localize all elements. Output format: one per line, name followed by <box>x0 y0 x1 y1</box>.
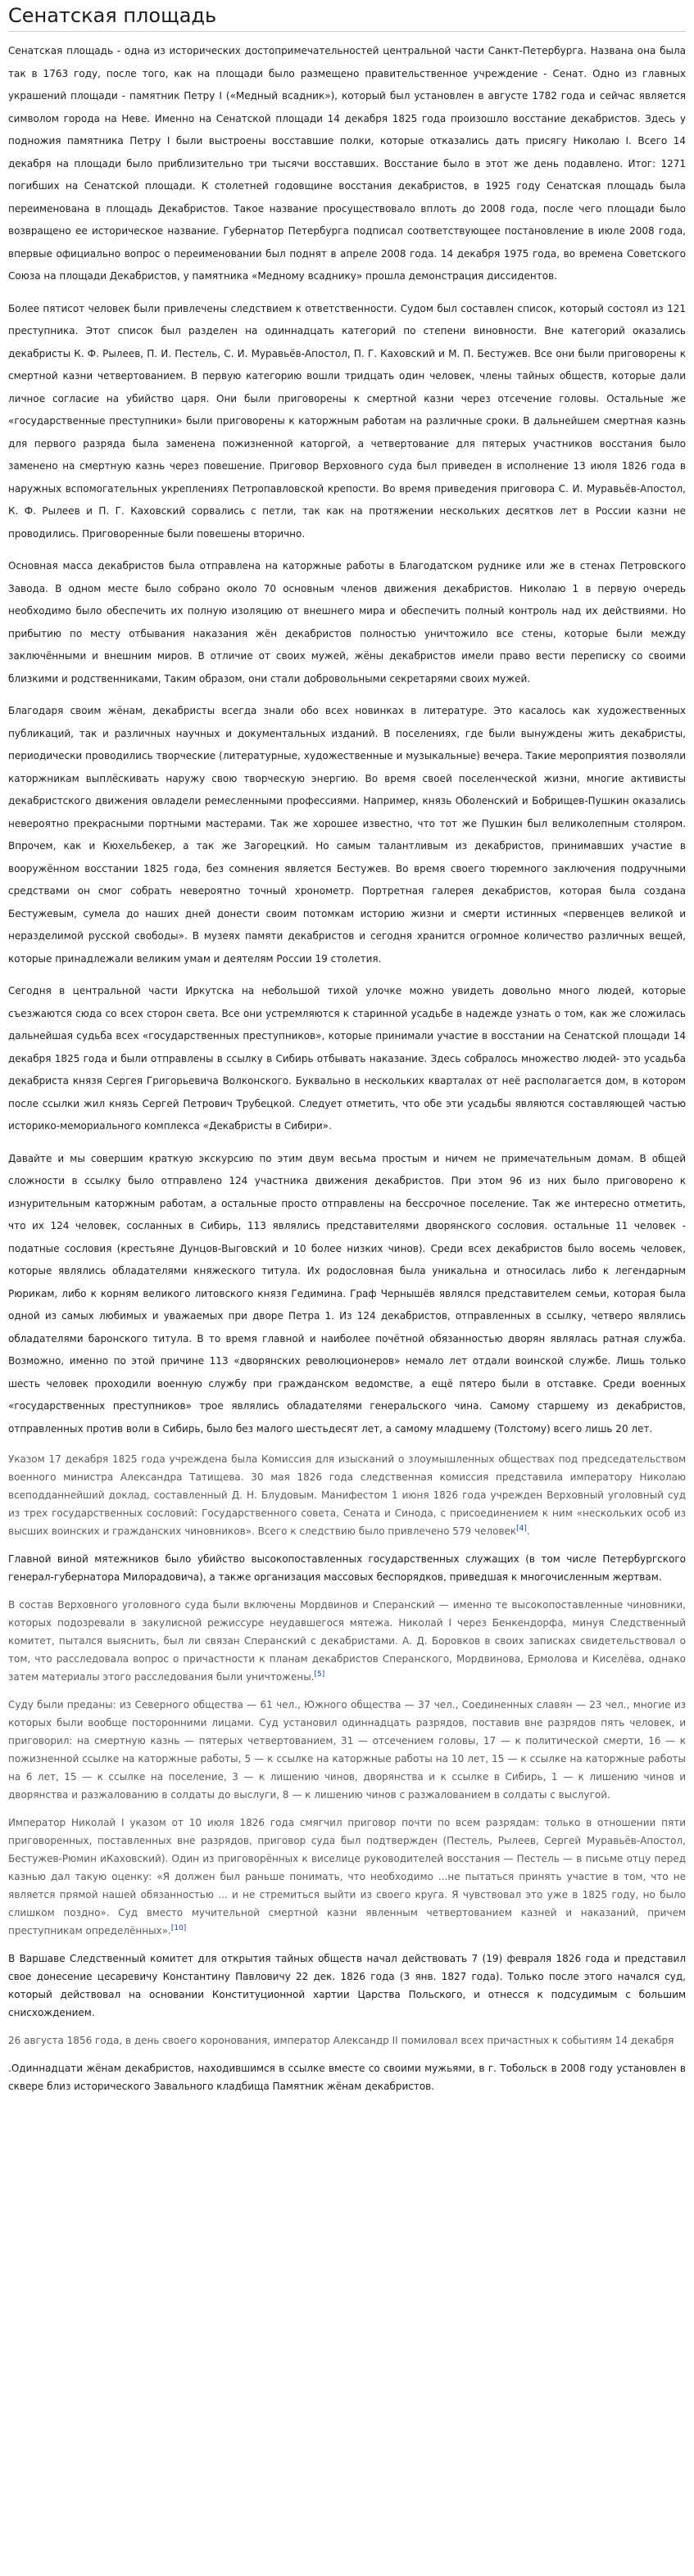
paragraph-commission-text: Указом 17 декабря 1825 года учреждена была Комиссия для изысканий о злоумышленных обществах под председательством военного министра Александра Татищева. 30 мая 1826 года следственная комиссия представила императору Николаю всеподданнейший доклад, составленный Д. Н. Блудовым. Манифестом 1 июня 1826 года учрежден Верховный уголовный суд из трех государственных сословий: Государственного совета, Сената и Синода, с присоединением к ним «нескольких особ из высших воинских и гражданских чиновников». Всего к следствию было привлечено 579 человек <box>8 1453 686 1537</box>
page-title: Сенатская площадь <box>8 3 686 32</box>
paragraph-wives: Благодаря своим жёнам, декабристы всегда знали обо всех новинках в литературе. Это касалось как художественных публикаций, так и различных научных и документальных изданий. В поселениях, где были вынуждены жить декабристы, периодически проводились творческие (литературные, художественные и музыкальные) вечера. Такие мероприятия позволяли каторжникам выплёскивать наружу свою творческую энергию. Во время своей поселенческой жизни, многие активисты декабристского движения овладели ремесленными профессиями. Например, князь Оболенский и Бобрищев-Пушкин оказались невероятно прекрасными портными мастерами. Так же хорошее известно, что тот же Пушкин был великолепным столяром. Впрочем, как и Кюхельбекер, а так же Загорецкий. Но самым талантливым из декабристов, принимавших участие в вооружённом восстании 1825 года, без сомнения является Бестужев. Во время своего тюремного заключения подручными средствами он смог собрать невероятно точный хронометр. Портретная галерея декабристов, которая была создана Бестужевым, сумела до наших дней донести своим потомкам историю жизни и смерти истинных «первенцев великой и неразделимой русской свободы». В музеях памяти декабристов и сегодня хранится огромное количество различных вещей, которые принадлежали великим умам и деятелям России 19 столетия. <box>8 705 686 965</box>
paragraph-sentence: Более пятисот человек были привлечены следствием к ответственности. Судом был составлен список, который состоял из 121 преступника. Этот список был разделен на одиннадцать категорий по степени виновности. Вне категорий оказались декабристы К. Ф. Рылеев, П. И. Пестель, С. И. Муравьёв-Апостол, П. Г. Каховский и М. П. Бестужев. Все они были приговорены к смертной казни четвертованием. В первую категорию вошли тридцать один человек, члены тайных обществ, которые дали личное согласие на убийство царя. Они были приговорены к смертной казни через отсечение головы. Остальные же «государственные преступники» были приговорены к каторжным работам на различные сроки. В дальнейшем смертная казнь для первого разряда была заменена пожизненной каторгой, а четвертование для пятерых участников восстания было заменено на смертную казнь через повешение. Приговор Верховного суда был приведен в исполнение 13 июля 1826 года в наружных вспомогательных укреплениях Петропавловской крепости. Во время приведения приговора С. И. Муравьёв-Апостол, К. Ф. Рылеев и П. Г. Каховский сорвались с петли, так как на протяжении нескольких десятков лет в России казни не проводились. Приговоренные были повешены вторично. <box>8 302 686 540</box>
footnote-ref[interactable]: [4] <box>516 1525 527 1533</box>
paragraph-katorga: Основная масса декабристов была отправлена на каторжные работы в Благодатском руднике или же в стенах Петровского Завода. В одном месте было собрано около 70 основным членов движения декабристов. Николаю 1 в первую очередь необходимо было обеспечить их полную изоляцию от внешнего мира и обеспечить полный контроль над их действиями. Но прибытию по месту отбывания наказания жён декабристов полностью уничтожило все стены, которые были между заключёнными и внешним миров. В отличие от своих мужей, жёны декабристов имели право вести переписку со своими близкими и родственниками, Таким образом, они стали добровольными секретарями своих мужей. <box>8 560 686 685</box>
paragraph-pardon: 26 августа 1856 года, в день своего коронования, император Александр II помиловал всех причастных к событиям 14 декабря <box>8 2035 674 2046</box>
paragraph-irkutsk: Сегодня в центральной части Иркутска на небольшой тихой улочке можно увидеть довольно много людей, которые съезжаются сюда со всех сторон света. Все они устремляются к старинной усадьбе в надежде узнать о том, как же сложилась дальнейшая судьба всех «государственных преступников», которые принимали участие в восстании на Сенатской площади 14 декабря 1825 года и были отправлены в ссылку в Сибирь отбывать наказание. Здесь собралось множество людей- это усадьба декабриста князя Сергея Григорьевича Волконского. Буквально в нескольких кварталах от неё располагается дом, в котором после ссылки жил князь Сергей Петрович Трубецкой. Следует отметить, что обе эти усадьбы являются составляющей частью историко-мемориального комплекса «Декабристы в Сибири». <box>8 985 686 1132</box>
paragraph-commission: Указом 17 декабря 1825 года учреждена была Комиссия для изысканий о злоумышленных обществах под председательством военного министра Александра Татищева. 30 мая 1826 года следственная комиссия представила императору Николаю всеподданнейший доклад, составленный Д. Н. Блудовым. Манифестом 1 июня 1826 года учрежден Верховный уголовный суд из трех государственных сословий: Государственного совета, Сената и Синода, с присоединением к ним «нескольких особ из высших воинских и гражданских чиновников». Всего к следствию было привлечено 579 человек[4]. <box>8 1453 686 1537</box>
paragraph-guilt: Главной виной мятежников было убийство высокопоставленных государственных служащих (в том числе Петербургского генерал-губернатора Милорадовича), а также организация массовых беспорядков, приведшая к многочисленным жертвам. <box>8 1553 686 1583</box>
paragraph-emperor-text: Император Николай I указом от 10 июля 1826 года смягчил приговор почти по всем разрядам: только в отношении пяти приговоренных, поставленных вне разрядов, приговор суда был подтвержден (Пестель, Рылеев, Сергей Муравьёв-Апостол, Бестужев-Рюмин иКаховский). Один из приговорённых к виселице руководителей восстания — Пестель — в письме отцу перед казнью дал такую оценку: «Я должен был раньше понимать, что необходимо ...не пытаться принять участие в том, что не является прямой нашей обязанностью ... и не стремиться выйти из своего круга. Я чувствовал это уже в 1825 году, но было слишком поздно». Суд вместо мучительной смертной казни явленным четвертованием казней и наказаний, причем преступникам определённых». <box>8 1817 686 1937</box>
paragraph-court <box>8 1596 686 1686</box>
paragraph-emperor <box>8 1814 686 1940</box>
paragraph-exile: Давайте и мы совершим краткую экскурсию по этим двум весьма простым и ничем не примечательным домам. В общей сложности в ссылку было отправлено 124 участника движения декабристов. При этом 96 из них было приговорено к изнурительным каторжным работам, а остальные просто отправлены на бессрочное поселение. Так же интересно отметить, что их 124 человек, сосланных в Сибирь, 113 являлись представителями дворянского сословия. остальные 11 человек - податные сословия (крестьяне Дунцов-Выговский и 10 более низких чинов). Среди всех декабристов было восемь человек, которые являлись обладателями княжеского титула. Их родословная была уникальна и относилась либо к легендарным Рюрикам, либо к корням великого литовского князя Гедимина. Граф Чернышёв являлся представителем семьи, которая была одной из самых любимых и уважаемых при дворе Петра 1. Из 124 декабристов, отправленных в ссылку, четверо являлись обладателями баронского титула. В то время главной и наиболее почётной обязанностью дворян являлась ратная служба. Возможно, именно по этой причине 113 «дворянских революционеров» немало лет отдали воинской службе. Лишь только шесть человек проходили военную службу при гражданском ведомстве, а ещё пятеро были в отставке. Среди военных «государственных преступников» трое являлись обладателями генеральского чина. Самому старшему из декабристов, отправленных против воли в Сибирь, было без малого шестьдесят лет, а самому младшему (Толстому) всего лишь 20 лет. <box>8 1152 686 1435</box>
paragraph-monument: .Одиннадцати жёнам декабристов, находившимся в ссылке вместе со своими мужьями, в г. Тобольск в 2008 году установлен в сквере близ исторического Завального кладбища Памятник жёнам декабристов. <box>8 2063 686 2092</box>
paragraph-intro: Сенатская площадь - одна из исторических достопримечательностей центральной части Санкт-Петербурга. Названа она была так в 1763 году, после того, как на площади было размещено правительственное учреждение - Сенат. Одно из главных украшений площади - памятник Петру I («Медный всадник»), который был установлен в августе 1782 года и сейчас является символом города на Неве. Именно на Сенатской площади 14 декабря 1825 года произошло восстание декабристов. Здесь у подножия памятника Петру I были выстроены восставшие полки, которые отказались дать присягу Николаю I. Всего 14 декабря на площади было приблизительно три тысячи восставших. Восстание было в этот же день подавлено. Итог: 1271 погибших на Сенатской площади. К столетней годовщине восстания декабристов, в 1925 году Сенатская площадь была переименована в площадь Декабристов. Такое название просуществовало вплоть до 2008 года, после чего площади было возвращено ее историческое название. Губернатор Петербурга подписал соответствующее постановление в июле 2008 года, впервые официально вопрос о переименовании был поднят в апреле 2008 года. 14 декабря 1975 года, во времена Советского Союза на площади Декабристов, у памятника «Медному всаднику» прошла демонстрация диссидентов. <box>8 45 686 282</box>
paragraph-verdict: Суду были преданы: из Северного общества — 61 чел., Южного общества — 37 чел., Соединенных славян — 23 чел., многие из которых были вообще посторонними лицами. Суд установил одиннадцать разрядов, поставив вне разрядов пять человек, и приговорил: на смертную казнь — пятерых четвертованием, 31 — отсечением головы, 17 — к политической смерти, 16 — к пожизненной ссылке на каторжные работы, 5 — к ссылке на каторжные работы на 10 лет, 15 — к ссылке на каторжные работы на 6 лет, 15 — к ссылке на поселение, 3 — к лишению чинов, дворянства и к ссылке в Сибирь, 1 — к лишению чинов и дворянства и разжалованию в солдаты до выслуги, 8 — к лишению чинов с разжалованием в солдаты с выслугой. <box>8 1699 686 1801</box>
paragraph-court-text: В состав Верховного уголовного суда были включены Мордвинов и Сперанский — именно те высокопоставленные чиновники, которых подозревали в закулисной режиссуре неудавшегося мятежа. Николай I через Бенкендорфа, минуя Следственный комитет, пытался выяснить, был ли связан Сперанский с декабристами. А. Д. Боровков в своих записках свидетельствовал о том, что расследовала вопрос о причастности к планам декабристов Сперанского, Мордвинова, Ермолова и Киселёва, однако затем материалы этого расследования были уничтожены. <box>8 1599 686 1683</box>
footnote-ref[interactable]: [10] <box>170 1924 187 1932</box>
footnote-ref[interactable]: [5] <box>314 1670 325 1679</box>
paragraph-warsaw: В Варшаве Следственный комитет для открытия тайных обществ начал действовать 7 (19) февраля 1826 года и представил свое донесение цесаревичу Константину Павловичу 22 дек. 1826 года (3 янв. 1827 года). Только после этого начался суд, который действовал на основании Конституционной хартии Царства Польского, и отнесся к подсудимым с большим снисхождением. <box>8 1953 686 2018</box>
